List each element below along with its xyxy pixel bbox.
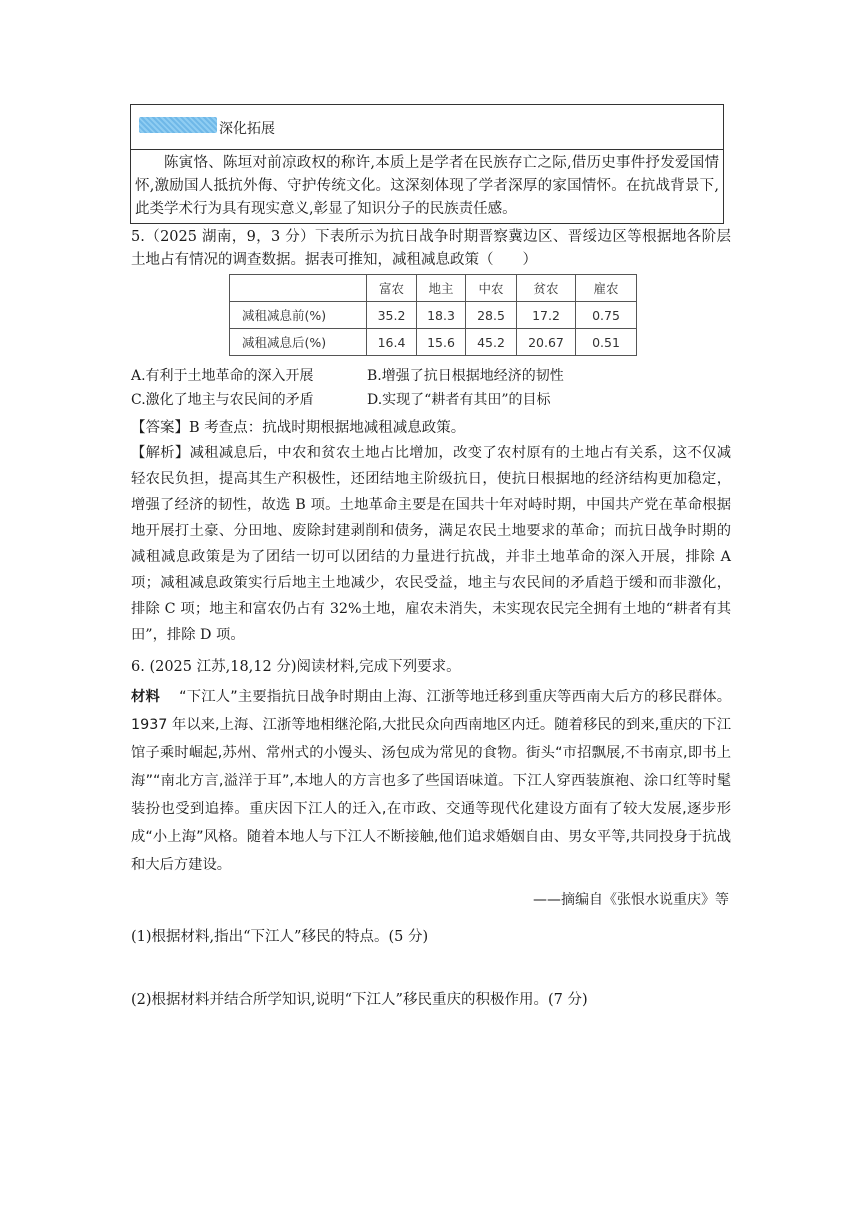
question-5-analysis: 【解析】减租减息后，中农和贫农土地占比增加，改变了农村原有的土地占有关系，这不仅减轻农民负担，提高其生产积极性，还团结地主阶级抗日，使抗日根据地的经济结构更加稳定，增强了经济的韧性，故选 B 项。土地革命主要是在国共十年对峙时期，中国共产党在革命根据地开展打土豪、分田地、废除封建剥削和债务，满足农民土地要求的革命；而抗日战争时期的减租减息政策是为了团结一切可以团结的力量进行抗战，并非土地革命的深入开展，排除 A 项；减租减息政策实行后地主土地减少，农民受益，地主与农民间的矛盾趋于缓和而非激化，排除 C 项；地主和富农仍占有 32%土地，雇农未消失，未实现农民完全拥有土地的“耕者有其田”，排除 D 项。 bbox=[131, 445, 731, 643]
question-5-stem: 5.（2025 湖南，9，3 分）下表所示为抗日战争时期晋察冀边区、晋绥边区等根据地各阶层土地占有情况的调查数据。据表可推知，减租减息政策（ ） bbox=[131, 229, 731, 268]
table-row-label: 减租减息前(%) bbox=[230, 302, 367, 329]
option-d: D.实现了“耕者有其田”的目标 bbox=[367, 392, 551, 408]
material-text: “下江人”主要指抗日战争时期由上海、江浙等地迁移到重庆等西南大后方的移民群体。1937 年以来,上海、江浙等地相继沦陷,大批民众向西南地区内迁。随着移民的到来,重庆的下江馆子乘时崛起,苏州、常州式的小馒头、汤包成为常见的食物。街头“市招飘展,不书南京,即书上海”“南北方言,溢洋于耳”,本地人的方言也多了些国语味道。下江人穿西装旗袍、涂口红等时髦装扮也受到追捧。重庆因下江人的迁入,在市政、交通等现代化建设方面有了较大发展,逐步形成“小上海”风格。随着本地人与下江人不断接触,他们追求婚姻自由、男女平等,共同投身于抗战和大后方建设。 bbox=[131, 689, 732, 873]
table-cell: 0.75 bbox=[576, 302, 637, 329]
table-row bbox=[230, 329, 637, 356]
table-cell: 17.2 bbox=[517, 302, 576, 329]
extension-box-header bbox=[131, 105, 723, 150]
table-cell: 16.4 bbox=[367, 329, 417, 356]
table-header-cell: 富农 bbox=[367, 275, 417, 302]
options-row-2 bbox=[131, 388, 564, 412]
question-6-sub-1: (1)根据材料,指出“下江人”移民的特点。(5 分) bbox=[131, 929, 429, 945]
table-cell: 45.2 bbox=[466, 329, 517, 356]
table-cell: 18.3 bbox=[417, 302, 466, 329]
question-5-options bbox=[131, 364, 564, 412]
table-cell: 20.67 bbox=[517, 329, 576, 356]
table-header-cell: 贫农 bbox=[517, 275, 576, 302]
table-row bbox=[230, 302, 637, 329]
question-5-answer: 【答案】B 考查点：抗战时期根据地减租减息政策。 bbox=[131, 420, 466, 436]
question-6-material bbox=[131, 683, 731, 879]
material-source: ——摘编自《张恨水说重庆》等 bbox=[533, 892, 729, 908]
section-badge-decoration bbox=[139, 117, 217, 133]
table-cell: 15.6 bbox=[417, 329, 466, 356]
material-label: 材料 bbox=[131, 689, 161, 705]
table-header-cell bbox=[230, 275, 367, 302]
extension-box-title: 深化拓展 bbox=[219, 121, 275, 137]
land-ownership-table bbox=[229, 274, 637, 356]
table-header-cell: 地主 bbox=[417, 275, 466, 302]
table-header-row bbox=[230, 275, 637, 302]
extension-box bbox=[130, 104, 724, 224]
extension-box-body: 陈寅恪、陈垣对前凉政权的称许,本质上是学者在民族存亡之际,借历史事件抒发爱国情怀,激励国人抵抗外侮、守护传统文化。这深刻体现了学者深厚的家国情怀。在抗战背景下,此类学术行为具有现实意义,彰显了知识分子的民族责任感。 bbox=[135, 155, 719, 217]
table-cell: 35.2 bbox=[367, 302, 417, 329]
table-cell: 0.51 bbox=[576, 329, 637, 356]
option-a: A.有利于土地革命的深入开展 bbox=[131, 368, 314, 384]
table-header-cell: 中农 bbox=[466, 275, 517, 302]
table-header-cell: 雇农 bbox=[576, 275, 637, 302]
option-c: C.激化了地主与农民间的矛盾 bbox=[131, 392, 314, 408]
question-6-sub-2: (2)根据材料并结合所学知识,说明“下江人”移民重庆的积极作用。(7 分) bbox=[131, 992, 588, 1008]
table-cell: 28.5 bbox=[466, 302, 517, 329]
question-6-stem: 6. (2025 江苏,18,12 分)阅读材料,完成下列要求。 bbox=[131, 659, 461, 675]
table-row-label: 减租减息后(%) bbox=[230, 329, 367, 356]
option-b: B.增强了抗日根据地经济的韧性 bbox=[367, 368, 564, 384]
options-row-1 bbox=[131, 364, 564, 388]
